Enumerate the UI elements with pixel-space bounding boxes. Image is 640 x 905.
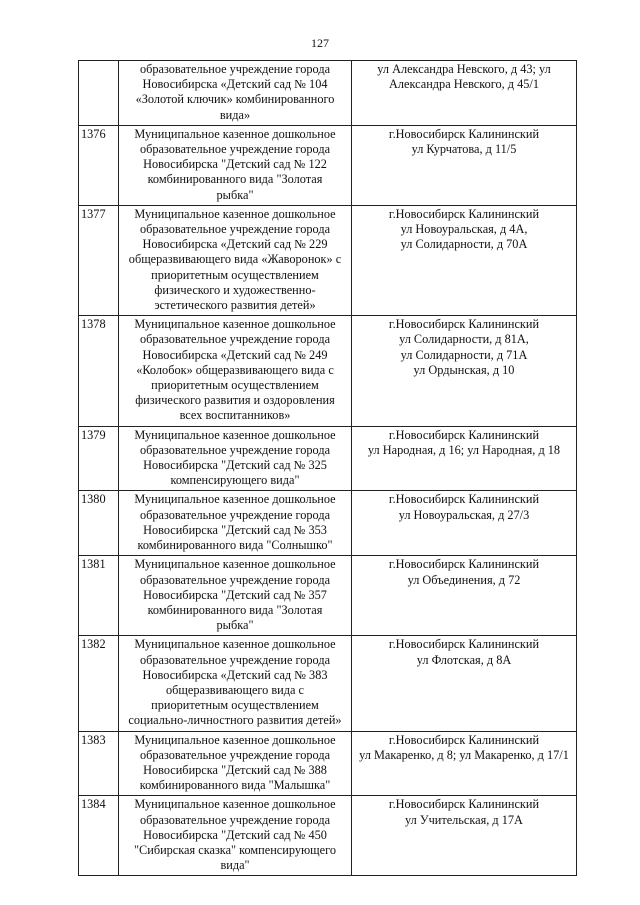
institution-name-line: Муниципальное казенное дошкольное xyxy=(134,637,336,652)
institution-name-line: образовательное учреждение города xyxy=(139,747,331,762)
institution-name-line: «Золотой ключик» комбинированного xyxy=(135,92,335,107)
institution-name-line: рыбка" xyxy=(216,618,254,633)
institution-name-line: Новосибирска "Детский сад № 325 xyxy=(143,458,327,473)
institution-name-line: образовательное учреждение города xyxy=(139,222,331,237)
institution-name-cell xyxy=(119,796,352,876)
institution-name-cell xyxy=(119,556,352,636)
institution-name-line: образовательное учреждение города xyxy=(139,572,331,587)
institution-name-cell xyxy=(119,731,352,796)
row-number: 1378 xyxy=(79,316,119,426)
address-line: ул Александра Невского, д 43; ул xyxy=(377,62,551,76)
institution-name-line: физического и художественно- xyxy=(154,282,316,297)
row-number: 1380 xyxy=(79,491,119,556)
address-line: Александра Невского, д 45/1 xyxy=(389,77,539,92)
address-cell xyxy=(352,205,577,315)
institution-name-cell xyxy=(119,491,352,556)
address-line: ул Солидарности, д 81А, xyxy=(399,332,529,347)
institution-name-line: Муниципальное казенное дошкольное xyxy=(134,732,336,747)
table-row xyxy=(79,61,577,126)
institution-name-line: Новосибирска "Детский сад № 450 xyxy=(143,827,327,842)
table-row xyxy=(79,731,577,796)
table-row xyxy=(79,796,577,876)
institution-name-line: Новосибирска «Детский сад № 229 xyxy=(142,237,328,252)
institution-name-line: комбинированного вида "Золотая xyxy=(147,172,323,187)
registry-table-body xyxy=(79,61,577,876)
address-cell xyxy=(352,796,577,876)
institution-name-line: образовательное учреждение города xyxy=(139,332,331,347)
institution-name-line: образовательное учреждение города xyxy=(139,812,331,827)
address-line: ул Объединения, д 72 xyxy=(407,572,521,587)
table-row xyxy=(79,205,577,315)
row-number: 1383 xyxy=(79,731,119,796)
institution-name-line: Новосибирска "Детский сад № 353 xyxy=(143,522,327,537)
address-line: г.Новосибирск Калининский xyxy=(388,557,540,572)
institution-name-line: образовательное учреждение города xyxy=(139,652,331,667)
institution-name-line: Муниципальное казенное дошкольное xyxy=(134,427,336,442)
institution-name-cell xyxy=(119,205,352,315)
institution-name-line: "Сибирская сказка" компенсирующего xyxy=(134,842,336,857)
address-line: г.Новосибирск Калининский xyxy=(388,732,540,747)
institution-name-cell xyxy=(119,61,352,126)
institution-name-line: Муниципальное казенное дошкольное xyxy=(134,126,336,141)
institution-name-line: эстетического развития детей» xyxy=(154,298,316,313)
institution-name-line: комбинированного вида "Золотая xyxy=(147,602,323,617)
institution-name-line: приоритетным осуществлением xyxy=(151,698,319,713)
table-row xyxy=(79,316,577,426)
institution-name-line: общеразвивающего вида «Жаворонок» с xyxy=(128,252,342,267)
address-line: г.Новосибирск Калининский xyxy=(388,492,540,507)
address-line: г.Новосибирск Калининский xyxy=(388,317,540,332)
table-row xyxy=(79,636,577,731)
row-number: 1381 xyxy=(79,556,119,636)
institution-name-line: вида" xyxy=(220,858,250,873)
address-cell xyxy=(352,636,577,731)
registry-table xyxy=(78,60,577,876)
institution-name-line: образовательное учреждение города xyxy=(139,142,331,157)
address-line: ул Новоуральская, д 27/3 xyxy=(398,507,530,522)
institution-name-line: физического развития и оздоровления xyxy=(135,393,335,408)
institution-name-line: образовательное учреждение города xyxy=(139,442,331,457)
institution-name-line: Новосибирска "Детский сад № 122 xyxy=(143,157,327,172)
institution-name-line: Новосибирска "Детский сад № 388 xyxy=(143,762,327,777)
institution-name-line: Новосибирска «Детский сад № 104 xyxy=(142,77,328,92)
institution-name-line: приоритетным осуществлением xyxy=(151,267,319,282)
address-line: г.Новосибирск Калининский xyxy=(388,427,540,442)
institution-name-line: приоритетным осуществлением xyxy=(151,378,319,393)
address-line: ул Курчатова, д 11/5 xyxy=(411,142,517,157)
row-number xyxy=(79,61,119,126)
institution-name-line: Новосибирска «Детский сад № 383 xyxy=(142,667,328,682)
address-cell xyxy=(352,556,577,636)
address-line: ул Солидарности, д 70А xyxy=(400,237,528,252)
address-line: г.Новосибирск Калининский xyxy=(388,797,540,812)
institution-name-cell xyxy=(119,125,352,205)
row-number: 1382 xyxy=(79,636,119,731)
institution-name-line: социально-личностного развития детей» xyxy=(128,713,342,728)
page-number: 127 xyxy=(311,36,329,50)
address-line: ул Флотская, д 8А xyxy=(416,652,512,667)
address-line: г.Новосибирск Калининский xyxy=(388,126,540,141)
address-cell xyxy=(352,491,577,556)
address-line: ул Учительская, д 17А xyxy=(405,812,523,827)
row-number: 1379 xyxy=(79,426,119,491)
address-line: г.Новосибирск Калининский xyxy=(388,206,540,221)
address-cell xyxy=(352,731,577,796)
institution-name-line: вида» xyxy=(219,107,251,122)
institution-name-line: Муниципальное казенное дошкольное xyxy=(134,492,336,507)
institution-name-line: компенсирующего вида" xyxy=(170,473,300,488)
address-cell xyxy=(352,61,577,126)
address-line: ул Макаренко, д 8; ул Макаренко, д 17/1 xyxy=(359,747,569,762)
institution-name-line: Муниципальное казенное дошкольное xyxy=(134,206,336,221)
institution-name-line: комбинированного вида "Малышка" xyxy=(139,778,331,793)
institution-name-line: Новосибирска "Детский сад № 357 xyxy=(143,587,327,602)
address-line: ул Новоуральская, д 4А, xyxy=(400,222,528,237)
institution-name-line: Муниципальное казенное дошкольное xyxy=(134,557,336,572)
institution-name-line: комбинированного вида "Солнышко" xyxy=(137,538,333,553)
row-number: 1376 xyxy=(79,125,119,205)
table-row xyxy=(79,491,577,556)
address-line: ул Народная, д 16; ул Народная, д 18 xyxy=(367,442,561,457)
address-cell xyxy=(352,316,577,426)
institution-name-line: общеразвивающего вида с xyxy=(166,682,304,697)
address-cell xyxy=(352,426,577,491)
table-row xyxy=(79,125,577,205)
address-line: ул Ордынская, д 10 xyxy=(413,362,515,377)
row-number: 1377 xyxy=(79,205,119,315)
institution-name-line: Муниципальное казенное дошкольное xyxy=(134,797,336,812)
institution-name-line: образовательное учреждение города xyxy=(139,62,331,76)
institution-name-line: рыбка" xyxy=(216,187,254,202)
institution-name-line: Новосибирска «Детский сад № 249 xyxy=(142,347,328,362)
institution-name-line: всех воспитанников» xyxy=(179,408,291,423)
institution-name-cell xyxy=(119,426,352,491)
address-line: г.Новосибирск Калининский xyxy=(388,637,540,652)
institution-name-cell xyxy=(119,316,352,426)
institution-name-line: Муниципальное казенное дошкольное xyxy=(134,317,336,332)
institution-name-line: образовательное учреждение города xyxy=(139,507,331,522)
row-number: 1384 xyxy=(79,796,119,876)
table-row xyxy=(79,426,577,491)
address-line: ул Солидарности, д 71А xyxy=(400,347,528,362)
institution-name-cell xyxy=(119,636,352,731)
institution-name-line: «Колобок» общеразвивающего вида с xyxy=(136,362,334,377)
table-row xyxy=(79,556,577,636)
address-cell xyxy=(352,125,577,205)
